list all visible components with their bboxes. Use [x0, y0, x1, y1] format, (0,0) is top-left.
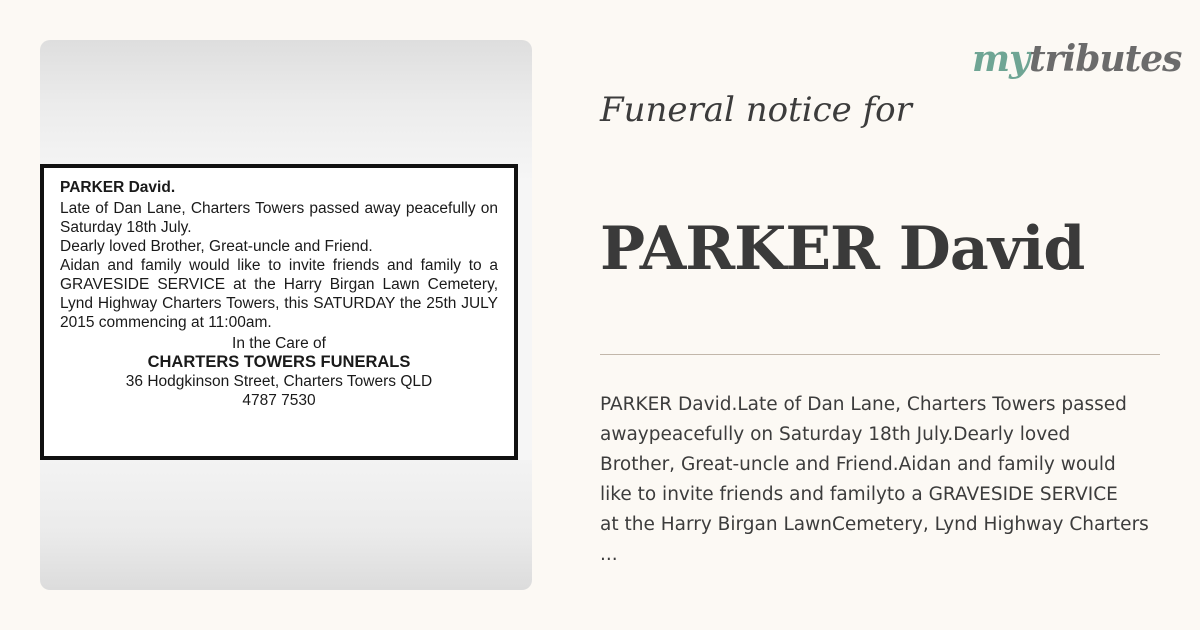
clipping-funeral-director: CHARTERS TOWERS FUNERALS — [147, 353, 411, 371]
notice-excerpt — [600, 390, 1180, 570]
notice-image — [40, 40, 532, 590]
clipping-name: PARKER David. — [60, 179, 176, 196]
clipping-line: Late of Dan Lane, Charters Towers passed away peacefully on Saturday 18th July. — [60, 200, 498, 236]
clipping-line: Dearly loved Brother, Great-uncle and Friend. — [60, 238, 373, 255]
clipping-care-label: In the Care of — [232, 335, 326, 352]
clipping-address: 36 Hodgkinson Street, Charters Towers QLD — [125, 373, 433, 390]
page-subheading: Funeral notice for — [600, 90, 912, 130]
excerpt-line: Brother, Great-uncle and Friend.Aidan and family would — [600, 454, 1116, 475]
deceased-name: PARKER David — [600, 214, 1085, 284]
excerpt-line: awaypeacefully on Saturday 18th July.Dearly loved — [600, 424, 1071, 445]
newspaper-clipping — [40, 164, 518, 460]
clipping-line: Aidan and family would like to invite friends and family to a GRAVESIDE SERVICE at the Harry Birgan Lawn Cemetery, Lynd Highway Charters Towers, this SATURDAY the 25th JULY 2015 commencing at 11:00am. — [60, 257, 498, 331]
mytributes-logo[interactable] — [972, 38, 1181, 80]
image-shadow — [40, 460, 532, 590]
logo-suffix: tributes — [1029, 38, 1182, 80]
excerpt-ellipsis: ... — [600, 544, 618, 565]
clipping-phone: 4787 7530 — [242, 392, 316, 409]
divider — [600, 354, 1160, 355]
excerpt-line: like to invite friends and familyto a GRAVESIDE SERVICE — [600, 484, 1118, 505]
excerpt-line: PARKER David.Late of Dan Lane, Charters Towers passed — [600, 394, 1127, 415]
excerpt-line: at the Harry Birgan LawnCemetery, Lynd Highway Charters — [600, 514, 1149, 535]
logo-prefix: my — [972, 38, 1030, 80]
